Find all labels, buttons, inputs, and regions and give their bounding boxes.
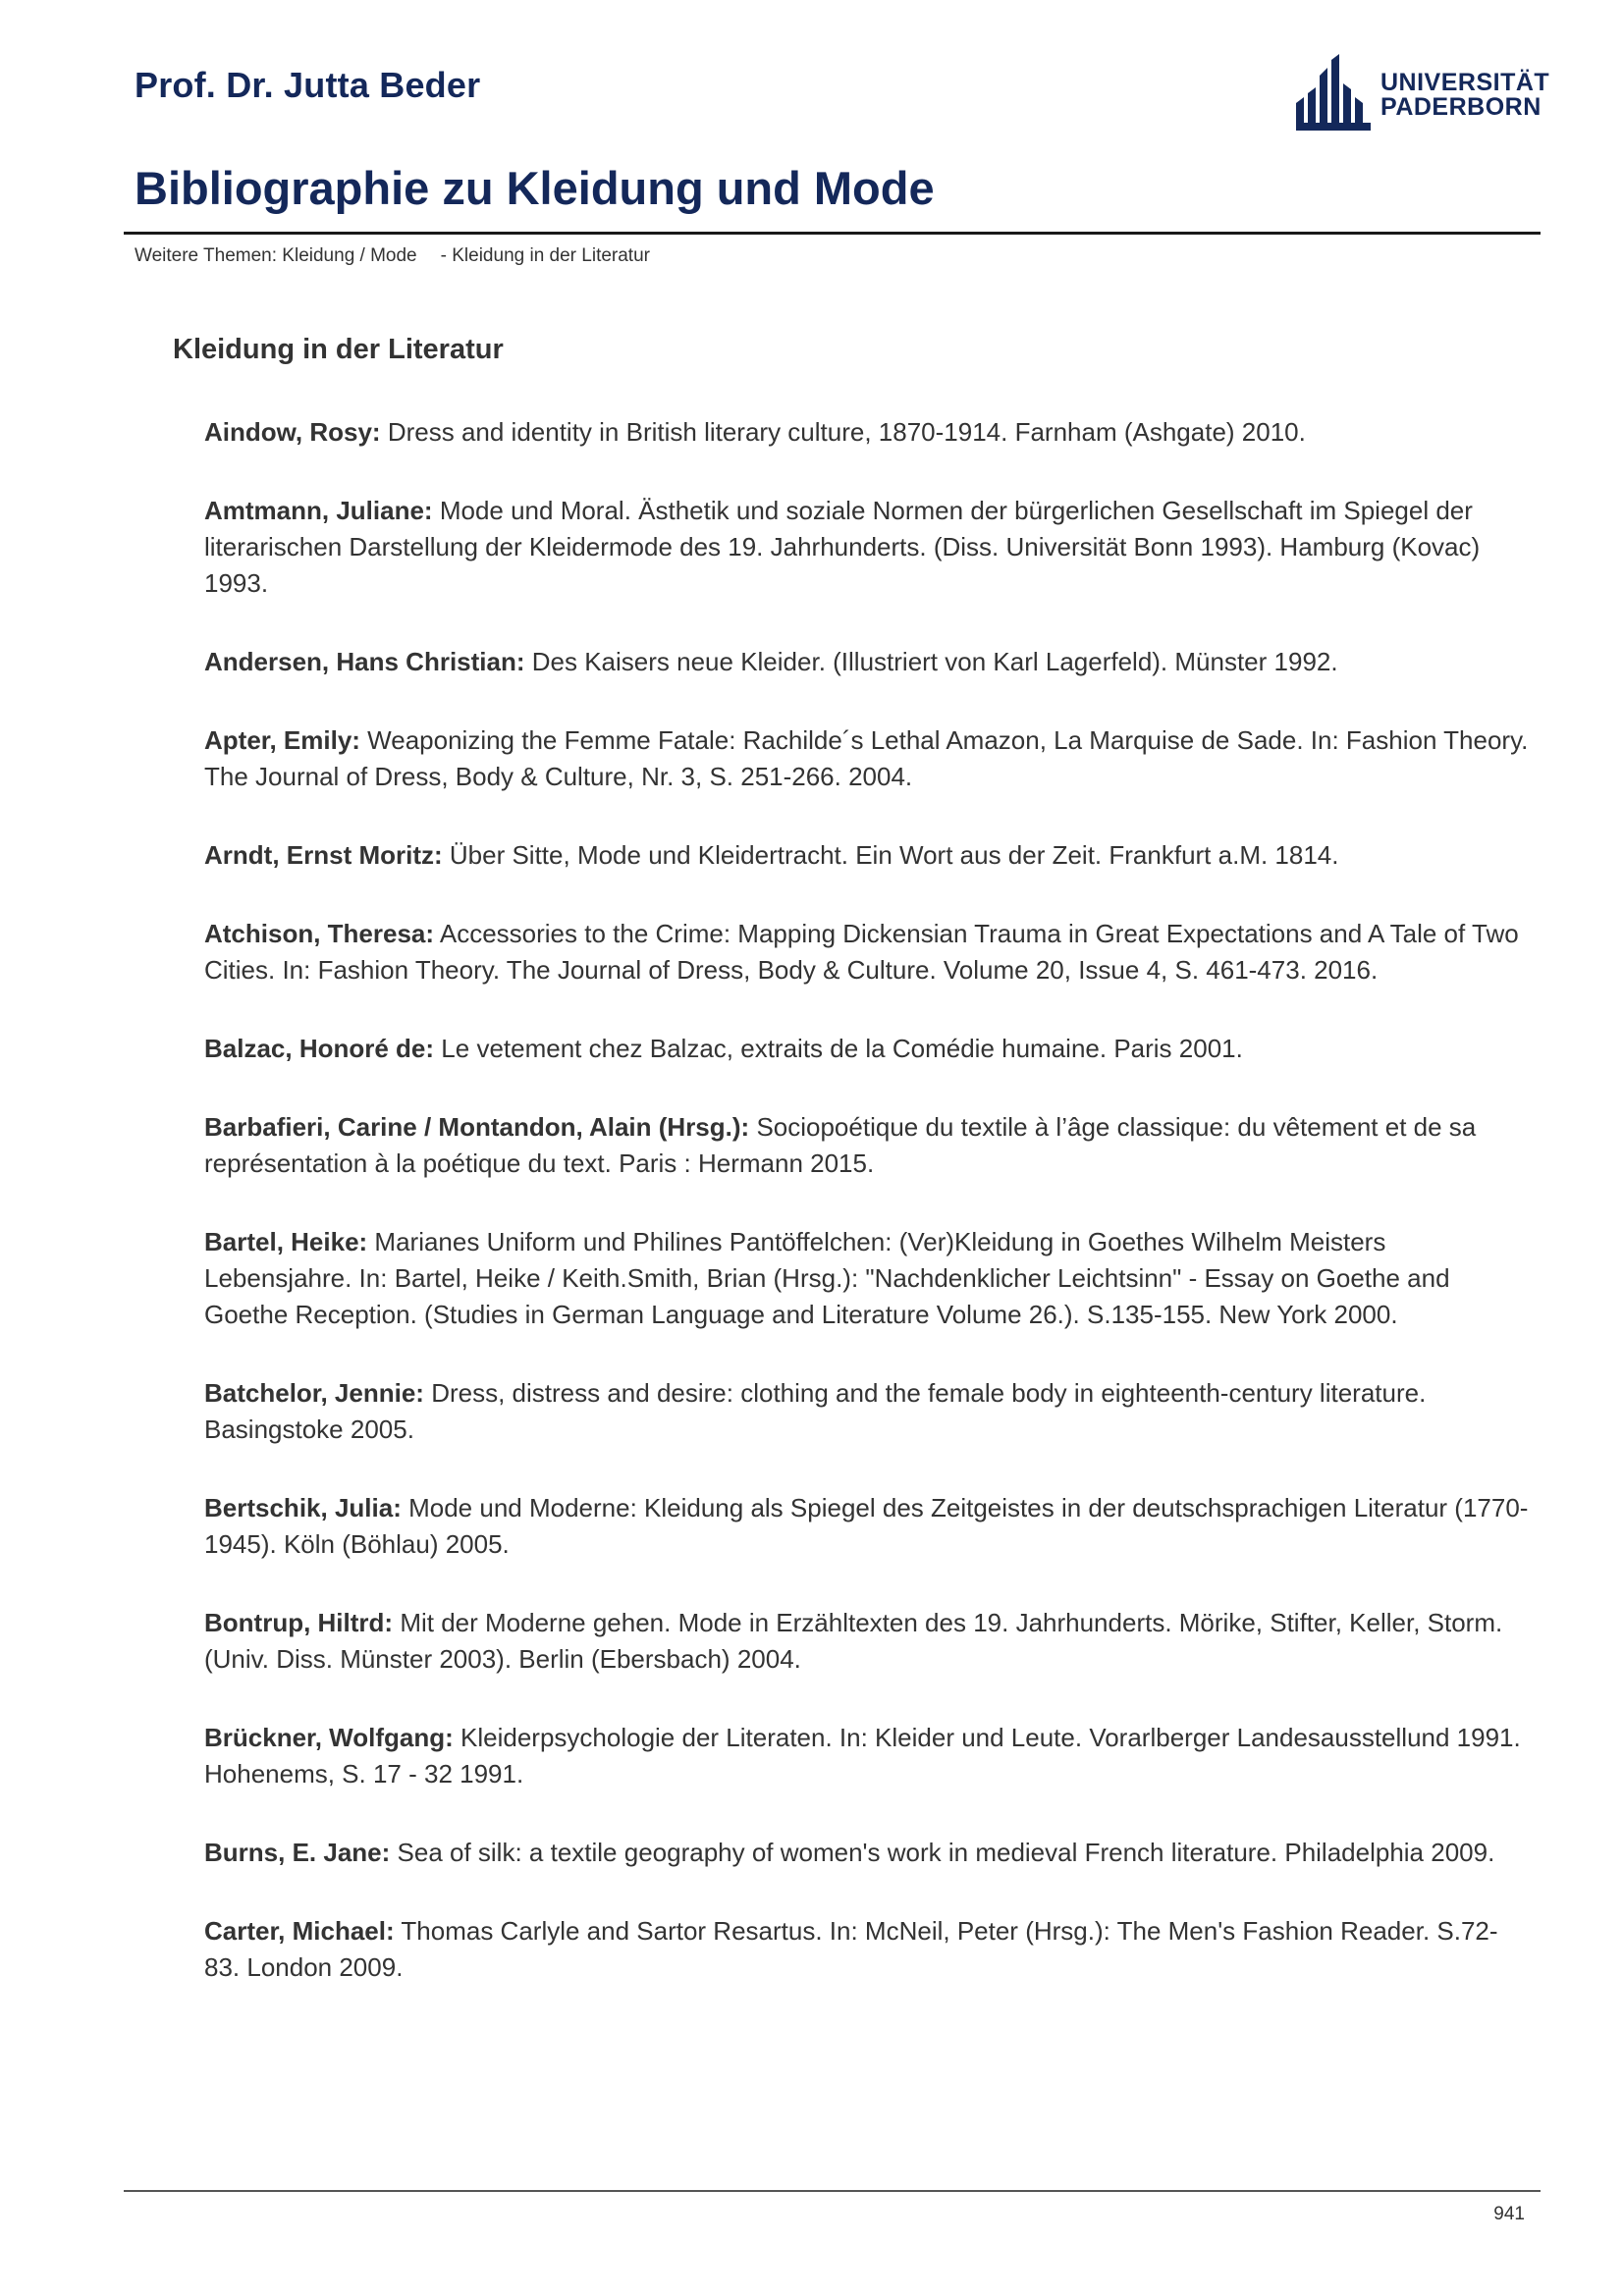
university-logo-icon bbox=[1296, 54, 1371, 131]
entry-author: Burns, E. Jane: bbox=[204, 1838, 391, 1867]
logo-line-1: UNIVERSITÄT bbox=[1380, 69, 1550, 96]
entry-text: Thomas Carlyle and Sartor Resartus. In: McNeil, Peter (Hrsg.): The Men's Fashion Reader. S.72-83. London 2009. bbox=[204, 1916, 1498, 1982]
footer-divider bbox=[124, 2190, 1541, 2192]
entry-text: Dress, distress and desire: clothing and the female body in eighteenth-century literature. Basingstoke 2005. bbox=[204, 1378, 1427, 1444]
bibliography-entry bbox=[204, 722, 1530, 795]
entry-text: Dress and identity in British literary culture, 1870-1914. Farnham (Ashgate) 2010. bbox=[387, 417, 1306, 447]
entry-author: Barbafieri, Carine / Montandon, Alain (Hrsg.): bbox=[204, 1112, 750, 1142]
university-logo[interactable] bbox=[1296, 53, 1549, 132]
entry-text: Marianes Uniform und Philines Pantöffelchen: (Ver)Kleidung in Goethes Wilhelm Meisters Lebensjahre. In: Bartel, Heike / Keith.Smith, Brian (Hrsg.): "Nachdenklicher Leichtsinn" - Essay on Goethe and Goethe Reception. (Studies in German Language and Literature Volume 26.). S.135-155. New York 2000. bbox=[204, 1227, 1450, 1329]
bibliography-entry bbox=[204, 1835, 1530, 1871]
bibliography-entry bbox=[204, 493, 1530, 602]
entry-author: Aindow, Rosy: bbox=[204, 417, 381, 447]
bibliography-entry bbox=[204, 414, 1530, 451]
author-name: Prof. Dr. Jutta Beder bbox=[135, 65, 481, 105]
entry-author: Carter, Michael: bbox=[204, 1916, 395, 1946]
bibliography-list bbox=[204, 414, 1530, 2028]
bibliography-entry bbox=[204, 1031, 1530, 1067]
entry-text: Über Sitte, Mode und Kleidertracht. Ein Wort aus der Zeit. Frankfurt a.M. 1814. bbox=[449, 840, 1339, 870]
topics-breadcrumb bbox=[135, 245, 650, 267]
entry-author: Amtmann, Juliane: bbox=[204, 496, 433, 525]
entry-author: Batchelor, Jennie: bbox=[204, 1378, 424, 1408]
entry-author: Apter, Emily: bbox=[204, 725, 360, 755]
entry-text: Mit der Moderne gehen. Mode in Erzähltexten des 19. Jahrhunderts. Mörike, Stifter, Keller, Storm. (Univ. Diss. Münster 2003). Berlin (Ebersbach) 2004. bbox=[204, 1608, 1503, 1674]
logo-line-2: PADERBORN bbox=[1380, 93, 1542, 121]
bibliography-entry bbox=[204, 1375, 1530, 1448]
entry-text: Weaponizing the Femme Fatale: Rachilde´s Lethal Amazon, La Marquise de Sade. In: Fashion Theory. The Journal of Dress, Body & Culture, Nr. 3, S. 251-266. 2004. bbox=[204, 725, 1529, 791]
bibliography-entry bbox=[204, 1605, 1530, 1678]
entry-text: Kleiderpsychologie der Literaten. In: Kleider und Leute. Vorarlberger Landesausstellund 1991. Hohenems, S. 17 - 32 1991. bbox=[204, 1723, 1521, 1789]
topics-link-kleidung-mode[interactable]: Weitere Themen: Kleidung / Mode bbox=[135, 245, 417, 266]
entry-author: Bontrup, Hiltrd: bbox=[204, 1608, 394, 1637]
page-number: 941 bbox=[1493, 2204, 1525, 2224]
bibliography-entry bbox=[204, 916, 1530, 988]
bibliography-entry bbox=[204, 1913, 1530, 1986]
entry-author: Bartel, Heike: bbox=[204, 1227, 368, 1256]
bibliography-entry bbox=[204, 1224, 1530, 1333]
bibliography-entry bbox=[204, 1490, 1530, 1563]
entry-text: Sea of silk: a textile geography of women's work in medieval French literature. Philadelphia 2009. bbox=[397, 1838, 1495, 1867]
page-title: Bibliographie zu Kleidung und Mode bbox=[135, 162, 935, 214]
entry-text: Des Kaisers neue Kleider. (Illustriert von Karl Lagerfeld). Münster 1992. bbox=[531, 647, 1338, 676]
section-heading: Kleidung in der Literatur bbox=[173, 334, 504, 365]
entry-text: Mode und Moral. Ästhetik und soziale Normen der bürgerlichen Gesellschaft im Spiegel der literarischen Darstellung der Kleidermode des 19. Jahrhunderts. (Diss. Universität Bonn 1993). Hamburg (Kovac) 1993. bbox=[204, 496, 1481, 598]
logo-wordmark bbox=[1380, 65, 1549, 120]
bibliography-entry bbox=[204, 837, 1530, 874]
entry-text: Accessories to the Crime: Mapping Dickensian Trauma in Great Expectations and A Tale of Two Cities. In: Fashion Theory. The Journal of Dress, Body & Culture. Volume 20, Issue 4, S. 461-473. 2016. bbox=[204, 919, 1519, 985]
entry-text: Mode und Moderne: Kleidung als Spiegel des Zeitgeistes in der deutschsprachigen Literatur (1770-1945). Köln (Böhlau) 2005. bbox=[204, 1493, 1529, 1559]
entry-author: Atchison, Theresa: bbox=[204, 919, 435, 948]
entry-author: Balzac, Honoré de: bbox=[204, 1034, 435, 1063]
entry-author: Brückner, Wolfgang: bbox=[204, 1723, 454, 1752]
entry-author: Andersen, Hans Christian: bbox=[204, 647, 525, 676]
entry-text: Le vetement chez Balzac, extraits de la Comédie humaine. Paris 2001. bbox=[441, 1034, 1243, 1063]
entry-author: Arndt, Ernst Moritz: bbox=[204, 840, 443, 870]
topics-link-current[interactable]: - Kleidung in der Literatur bbox=[440, 245, 650, 266]
bibliography-entry bbox=[204, 644, 1530, 680]
entry-text: Sociopoétique du textile à l’âge classique: du vêtement et de sa représentation à la poétique du text. Paris : Hermann 2015. bbox=[204, 1112, 1477, 1178]
bibliography-entry bbox=[204, 1109, 1530, 1182]
entry-author: Bertschik, Julia: bbox=[204, 1493, 402, 1522]
bibliography-entry bbox=[204, 1720, 1530, 1792]
title-divider bbox=[124, 232, 1541, 235]
